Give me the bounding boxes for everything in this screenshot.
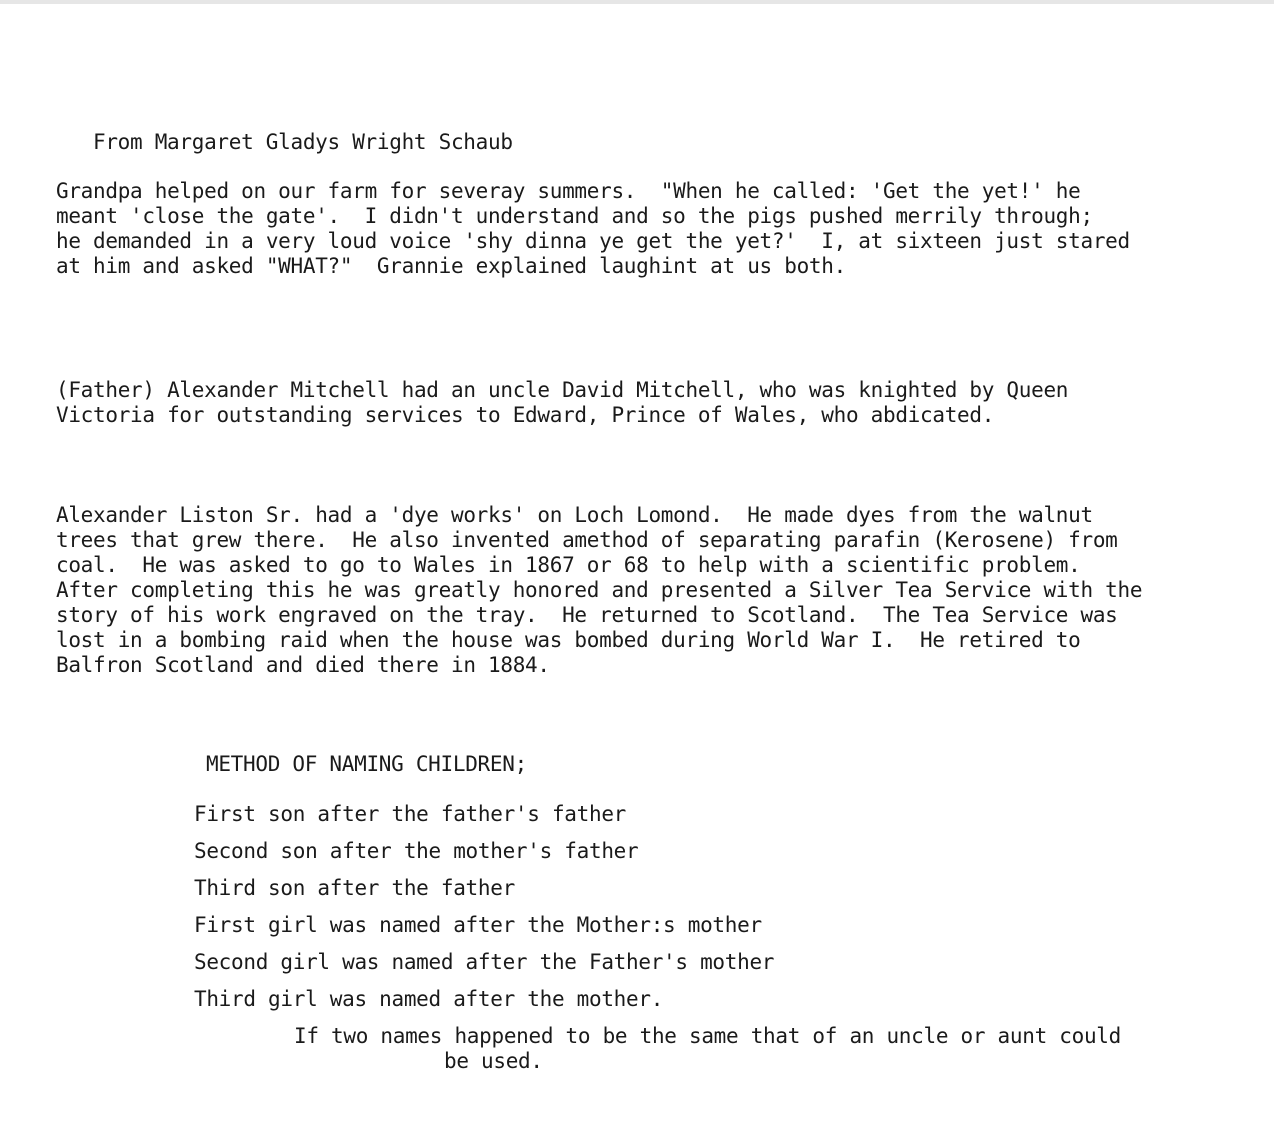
paragraph-line: After completing this he was greatly honored and presented a Silver Tea Service with the: [56, 578, 1143, 602]
scan-top-edge: [0, 0, 1274, 4]
paragraph-line: Victoria for outstanding services to Edward, Prince of Wales, who abdicated.: [56, 403, 995, 427]
paragraph-line: Grandpa helped on our farm for severay summers. "When he called: 'Get the yet!' he: [56, 179, 1081, 203]
naming-note-line1: If two names happened to be the same that of an uncle or aunt could: [294, 1024, 1121, 1048]
paragraph-line: Alexander Liston Sr. had a 'dye works' on Loch Lomond. He made dyes from the walnut: [56, 503, 1093, 527]
paragraph-line: he demanded in a very loud voice 'shy dinna ye get the yet?' I, at sixteen just stared: [56, 229, 1130, 253]
paragraph-line: (Father) Alexander Mitchell had an uncle David Mitchell, who was knighted by Queen: [56, 378, 1069, 402]
from-line: From Margaret Gladys Wright Schaub: [93, 130, 513, 154]
grandpa-paragraph: [56, 179, 1130, 279]
naming-rule: Third girl was named after the mother.: [194, 987, 664, 1011]
paragraph-line: Balfron Scotland and died there in 1884.: [56, 653, 550, 677]
naming-note-line2: be used.: [444, 1049, 543, 1073]
naming-heading: METHOD OF NAMING CHILDREN;: [206, 752, 527, 776]
naming-rule: First girl was named after the Mother:s mother: [194, 913, 762, 937]
paragraph-line: story of his work engraved on the tray. He returned to Scotland. The Tea Service was: [56, 603, 1118, 627]
naming-rule: Third son after the father: [194, 876, 515, 900]
father-paragraph: [56, 378, 1068, 428]
naming-rule: First son after the father's father: [194, 802, 627, 826]
paragraph-line: coal. He was asked to go to Wales in 1867 or 68 to help with a scientific problem.: [56, 553, 1081, 577]
naming-rule: Second girl was named after the Father's mother: [194, 950, 775, 974]
naming-rule: Second son after the mother's father: [194, 839, 639, 863]
paragraph-line: lost in a bombing raid when the house was bombed during World War I. He retired to: [56, 628, 1081, 652]
paragraph-line: at him and asked "WHAT?" Grannie explained laughint at us both.: [56, 254, 846, 278]
paragraph-line: trees that grew there. He also invented amethod of separating parafin (Kerosene) from: [56, 528, 1118, 552]
liston-paragraph: [56, 503, 1142, 678]
paragraph-line: meant 'close the gate'. I didn't understand and so the pigs pushed merrily through;: [56, 204, 1093, 228]
